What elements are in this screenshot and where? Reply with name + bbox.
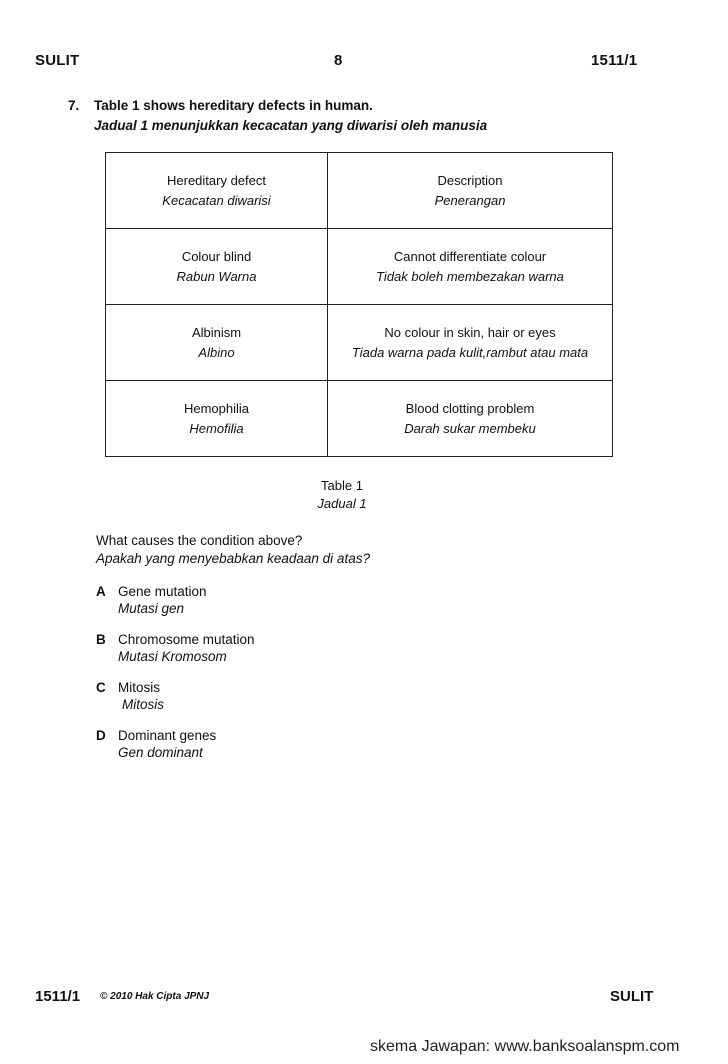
footer-paper-code: 1511/1: [35, 988, 81, 1005]
description-cell: [328, 381, 613, 457]
option-b-letter[interactable]: B: [96, 632, 106, 647]
paper-code: 1511/1: [591, 52, 638, 69]
watermark-text: skema Jawapan: www.banksoalanspm.com: [362, 1030, 728, 1064]
table-header-row: [106, 153, 613, 229]
page-number: 8: [334, 52, 343, 69]
option-c-letter[interactable]: C: [96, 680, 106, 695]
defect-ms: Albino: [198, 344, 235, 360]
option-b-ms[interactable]: Mutasi Kromosom: [118, 649, 227, 664]
option-a-ms[interactable]: Mutasi gen: [118, 601, 185, 616]
description-en: Cannot differentiate colour: [393, 248, 547, 264]
description-cell: [328, 305, 613, 381]
question-text-en: Table 1 shows hereditary defects in human.: [94, 98, 373, 113]
description-ms: Darah sukar membeku: [404, 420, 536, 436]
defect-en: Hemophilia: [183, 400, 250, 416]
table-caption-ms: Jadual 1: [317, 496, 367, 511]
option-d-ms[interactable]: Gen dominant: [118, 745, 203, 760]
description-ms: Tidak boleh membezakan warna: [376, 268, 564, 284]
description-ms: Tiada warna pada kulit,rambut atau mata: [351, 344, 589, 360]
defect-ms: Hemofilia: [189, 420, 244, 436]
defect-en: Albinism: [191, 324, 242, 340]
header-defect-en: Hereditary defect: [167, 172, 266, 188]
hereditary-defects-table: [105, 152, 613, 457]
header-sulit: SULIT: [35, 52, 80, 69]
description-cell: [328, 229, 613, 305]
header-cell-description: [328, 153, 613, 229]
option-d-letter[interactable]: D: [96, 728, 106, 743]
table-row: [106, 229, 613, 305]
table-caption-en: Table 1: [321, 478, 363, 493]
stem-en: What causes the condition above?: [96, 533, 303, 548]
option-a-en[interactable]: Gene mutation: [118, 584, 207, 599]
option-a-letter[interactable]: A: [96, 584, 106, 599]
header-cell-defect: [106, 153, 328, 229]
option-c-en[interactable]: Mitosis: [118, 680, 161, 695]
option-d-en[interactable]: Dominant genes: [118, 728, 217, 743]
description-en: Blood clotting problem: [405, 400, 535, 416]
question-text-ms: Jadual 1 menunjukkan kecacatan yang diwarisi oleh manusia: [94, 118, 488, 133]
description-en: No colour in skin, hair or eyes: [384, 324, 556, 340]
defect-cell: [106, 381, 328, 457]
footer-sulit: SULIT: [610, 988, 654, 1005]
table-row: [106, 305, 613, 381]
option-c-ms[interactable]: Mitosis: [122, 697, 165, 712]
defect-cell: [106, 229, 328, 305]
question-number: 7.: [68, 98, 80, 113]
option-b-en[interactable]: Chromosome mutation: [118, 632, 255, 647]
defect-en: Colour blind: [181, 248, 252, 264]
table-row: [106, 381, 613, 457]
defect-ms: Rabun Warna: [176, 268, 257, 284]
header-description-ms: Penerangan: [434, 192, 506, 208]
defect-cell: [106, 305, 328, 381]
header-defect-ms: Kecacatan diwarisi: [162, 192, 271, 208]
header-description-en: Description: [437, 172, 503, 188]
stem-ms: Apakah yang menyebabkan keadaan di atas?: [96, 551, 370, 566]
footer-copyright: © 2010 Hak Cipta JPNJ: [100, 991, 210, 1002]
